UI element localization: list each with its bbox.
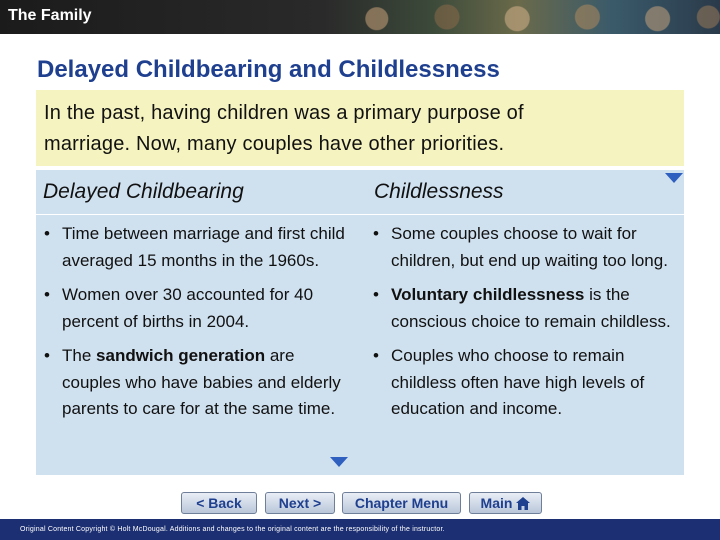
down-triangle-icon[interactable]: [665, 173, 683, 183]
list-item: [44, 221, 352, 274]
slide-title: Delayed Childbearing and Childlessness: [37, 56, 500, 83]
bullet-text-suffix: is the conscious choice to remain childless.: [391, 285, 671, 331]
copyright-notice: Original Content Copyright © Holt McDougal. Additions and changes to the original content are the responsibility of the instructor.: [20, 526, 445, 533]
next-button[interactable]: Next >: [265, 492, 335, 514]
bullet-marker: •: [373, 285, 379, 304]
bullet-text: Couples who choose to remain childless often have high levels of education and income.: [391, 346, 645, 418]
back-button[interactable]: < Back: [181, 492, 257, 514]
list-item: [373, 282, 679, 335]
main-button[interactable]: [469, 492, 542, 514]
key-term: Voluntary childlessness: [391, 285, 585, 304]
bullet-marker: •: [44, 346, 50, 365]
bullet-marker: •: [373, 224, 379, 243]
list-item: [44, 343, 352, 423]
banner-title: The Family: [8, 7, 92, 24]
intro-line-2: marriage. Now, many couples have other priorities.: [44, 133, 505, 155]
down-triangle-icon[interactable]: [330, 457, 348, 467]
list-item: [373, 221, 679, 274]
bullet-text-prefix: The: [62, 346, 97, 365]
key-term: sandwich generation: [96, 346, 266, 365]
main-button-label: Main: [480, 495, 513, 511]
banner-photo-strip: [330, 0, 720, 34]
bullet-text: Some couples choose to wait for children, but end up waiting too long.: [391, 224, 668, 270]
intro-box: [36, 90, 684, 166]
house-icon: [516, 497, 530, 510]
left-bullet-list: [44, 221, 352, 431]
chapter-menu-button[interactable]: Chapter Menu: [342, 492, 461, 514]
header-divider: [36, 214, 684, 215]
intro-line-1: In the past, having children was a primary purpose of: [44, 102, 524, 124]
left-column-header: Delayed Childbearing: [43, 180, 244, 203]
bullet-marker: •: [373, 346, 379, 365]
list-item: [44, 282, 352, 335]
bullet-text-suffix: are couples who have babies and elderly parents to care for at the same time.: [62, 346, 341, 418]
bullet-marker: •: [44, 224, 50, 243]
right-column-header: Childlessness: [374, 180, 504, 203]
right-bullet-list: [373, 221, 679, 431]
bullet-text: Time between marriage and first child averaged 15 months in the 1960s.: [62, 224, 345, 270]
header-banner: [0, 0, 720, 34]
list-item: [373, 343, 679, 423]
bullet-text: Women over 30 accounted for 40 percent of births in 2004.: [62, 285, 314, 331]
bullet-marker: •: [44, 285, 50, 304]
